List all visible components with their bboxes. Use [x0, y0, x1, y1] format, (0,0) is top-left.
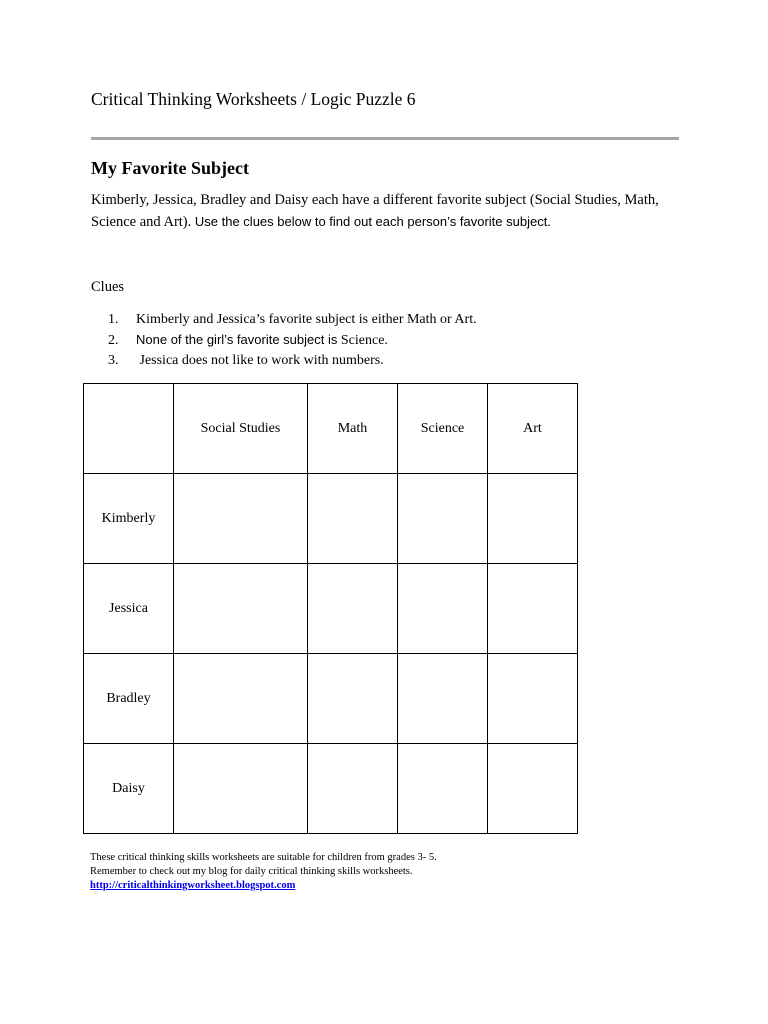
- grid-column-header: Art: [488, 384, 578, 474]
- grid-cell[interactable]: [488, 474, 578, 564]
- grid-cell[interactable]: [488, 744, 578, 834]
- grid-row: [84, 744, 578, 834]
- worksheet-footer: [90, 851, 437, 893]
- blog-link[interactable]: http://criticalthinkingworksheet.blogspot.com: [90, 880, 296, 891]
- clue-number: 2.: [108, 333, 119, 348]
- grid-cell[interactable]: [488, 654, 578, 744]
- worksheet-header-title: Critical Thinking Worksheets / Logic Puzzle 6: [91, 89, 416, 109]
- clue-text: Kimberly and Jessica’s favorite subject is either Math or Art.: [136, 312, 477, 327]
- grid-cell[interactable]: [398, 564, 488, 654]
- grid-cell[interactable]: [308, 564, 398, 654]
- grid-column-header: Social Studies: [174, 384, 308, 474]
- grid-cell[interactable]: [308, 474, 398, 564]
- grid-row-header: Bradley: [84, 654, 174, 744]
- grid-cell[interactable]: [174, 564, 308, 654]
- header-divider: [91, 137, 679, 140]
- puzzle-title: My Favorite Subject: [91, 158, 249, 178]
- grid-column-header: Math: [308, 384, 398, 474]
- grid-cell[interactable]: [308, 744, 398, 834]
- grid-header-row: [84, 384, 578, 474]
- clue-text-end: Science.: [337, 333, 388, 348]
- footer-line-blog: Remember to check out my blog for daily critical thinking skills worksheets.: [90, 866, 413, 877]
- grid-row-header: Kimberly: [84, 474, 174, 564]
- clue-text: None of the girl’s favorite subject is: [136, 332, 338, 347]
- grid-corner-cell: [84, 384, 174, 474]
- grid-row: [84, 654, 578, 744]
- clue-number: 1.: [108, 312, 119, 327]
- intro-text-part1: Kimberly, Jessica, Bradley and Daisy each have a different favorite subject (Social Studies, Math, Science and Art).: [91, 192, 659, 230]
- clue-item: [108, 310, 477, 330]
- puzzle-intro: [91, 190, 671, 233]
- clues-heading: Clues: [91, 279, 125, 295]
- footer-line-grades: These critical thinking skills worksheets are suitable for children from grades 3- 5.: [90, 852, 437, 863]
- grid-cell[interactable]: [174, 474, 308, 564]
- logic-grid: [83, 383, 578, 834]
- clue-item: [108, 330, 477, 351]
- clues-list: [108, 310, 477, 371]
- grid-column-header: Science: [398, 384, 488, 474]
- grid-row-header: Daisy: [84, 744, 174, 834]
- grid-row-header: Jessica: [84, 564, 174, 654]
- grid-cell[interactable]: [174, 654, 308, 744]
- grid-cell[interactable]: [398, 474, 488, 564]
- grid-cell[interactable]: [488, 564, 578, 654]
- grid-row: [84, 564, 578, 654]
- grid-cell[interactable]: [398, 654, 488, 744]
- grid-row: [84, 474, 578, 564]
- clue-item: [108, 351, 477, 371]
- grid-cell[interactable]: [174, 744, 308, 834]
- clue-number: 3.: [108, 353, 119, 368]
- grid-cell[interactable]: [308, 654, 398, 744]
- grid-cell[interactable]: [398, 744, 488, 834]
- clue-text: Jessica does not like to work with numbers.: [136, 353, 384, 368]
- intro-text-part2: Use the clues below to find out each person’s favorite subject.: [194, 214, 551, 229]
